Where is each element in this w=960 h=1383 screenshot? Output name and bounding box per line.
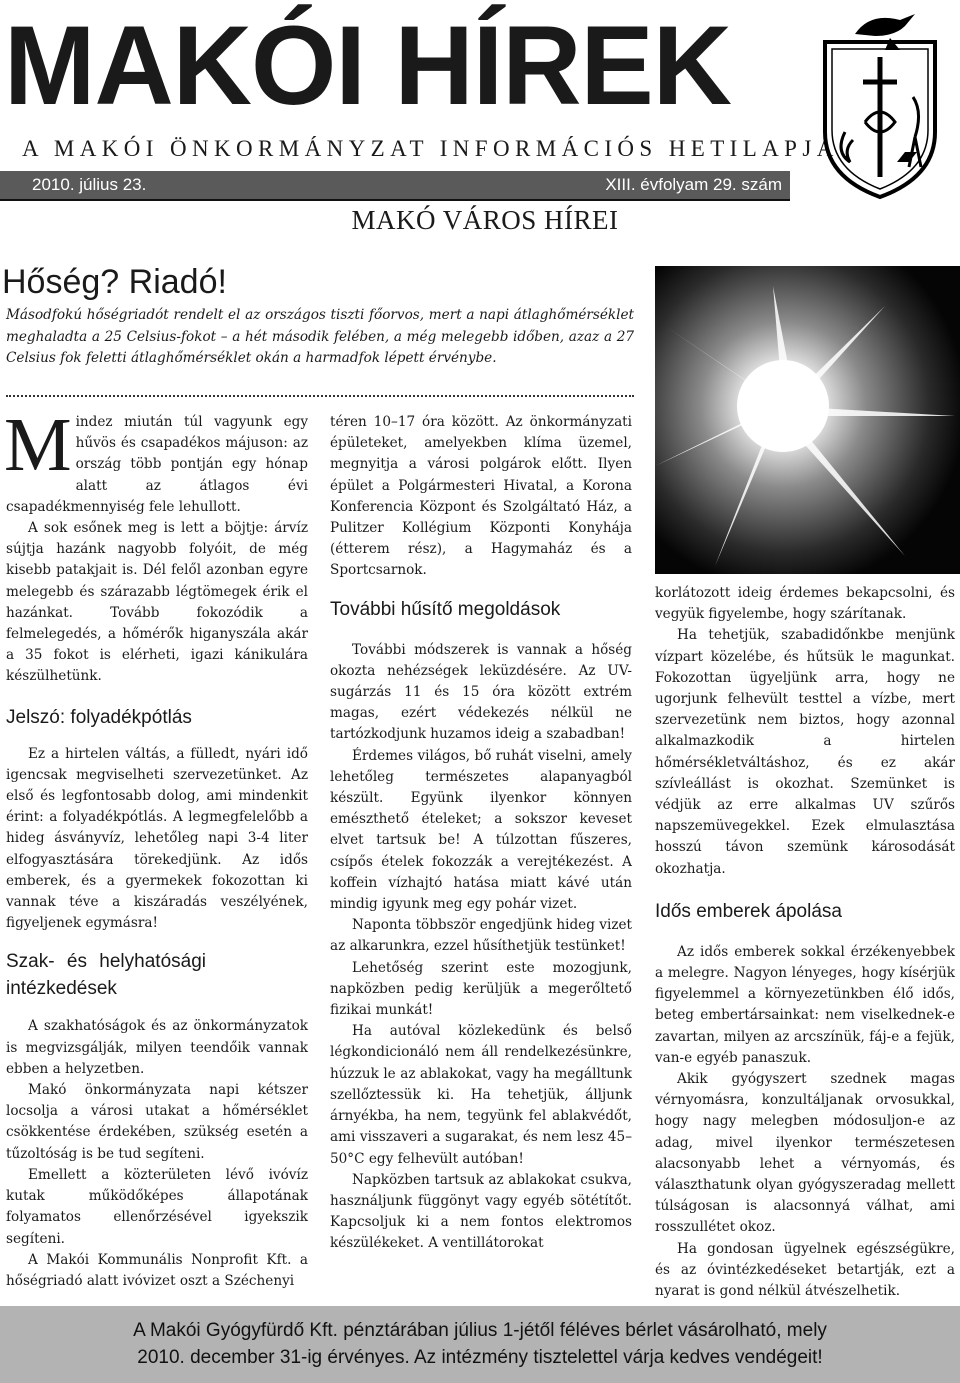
lead-divider bbox=[6, 395, 634, 397]
paragraph: Makó önkormányzata napi kétszer locsolja a városi utakat a hőmérséklet csökkentése érdekében, szükség esetén a tűzoltóság is be tud segíteni. bbox=[6, 1082, 308, 1162]
subheading: Jelszó: folyadékpótlás bbox=[6, 706, 192, 728]
paragraph: A szakhatóságok és az önkormányzatok is megvizsgálják, milyen teendőik vannak ebben a helyzetben. bbox=[6, 1018, 308, 1077]
footer-line-1: A Makói Gyógyfürdő Kft. pénztárában július 1-jétől féléves bérlet vásárolható, mely bbox=[133, 1320, 827, 1341]
city-crest-icon bbox=[805, 2, 955, 202]
article-lead: Másodfokú hőségriadót rendelt el az országos tiszti főorvos, mert a napi átlaghőmérséklet meghaladta a 25 Celsius-fokot – a hét második felében, a még melegebb időben, azaz a 27 Celsius fok feletti átlaghőmérséklet okán a harmadfok lépett érvénybe. bbox=[6, 307, 634, 366]
drop-cap: M bbox=[4, 403, 72, 487]
article-column-3 bbox=[655, 583, 955, 1302]
paragraph: indez miután túl vagyunk egy hűvös és csapadékos májuson: az ország több pontján egy hónap alatt az átlagos évi csapadékmennyiség fele lehullott. bbox=[6, 414, 308, 515]
paragraph: Naponta többször engedjünk hideg vizet az alkarunkra, ezzel hűsíthetjük testünket! bbox=[330, 917, 632, 955]
section-title: MAKÓ VÁROS HÍREI bbox=[351, 205, 619, 235]
paragraph: Ha gondosan ügyelnek egészségükre, és az óvintézkedéseket betartják, ezt a nyarat is gond nélkül átvészelhetik. bbox=[655, 1240, 955, 1300]
paragraph: Lehetőség szerint este mozogjunk, napközben pedig kerüljük a megerőltető fizikai munkát! bbox=[330, 959, 632, 1019]
paragraph: Az idős emberek sokkal érzékenyebbek a melegre. Nagyon lényeges, hogy kísérjük figyelemmel a környezetünkben élő idős, beteg embertársainkat: nem viselkednek-e zavartan, milyen az arcszínük, fáj-e a fejük, van-e egyéb panaszuk. bbox=[655, 943, 955, 1066]
footer-ad-banner bbox=[0, 1306, 960, 1383]
issue-info-bar bbox=[0, 171, 790, 199]
paragraph: téren 10–17 óra között. Az önkormányzati épületeket, amelyekben klíma üzemel, megnyitja a városi polgárok előtt. Ilyen épület a Polgármesteri Hivatal, a Korona Konferencia Központ és Szolgáltató Ház, a Pulitzer Kollégium Központi Konyhája (étterem rész), a Hagymaház és a Sportcsarnok. bbox=[330, 414, 632, 579]
article-column-2 bbox=[330, 412, 632, 1255]
paragraph: korlátozott ideig érdemes bekapcsolni, és vegyük figyelembe, hogy szárítanak. bbox=[655, 585, 955, 623]
article-headline: Hőség? Riadó! bbox=[2, 263, 227, 301]
issue-date: 2010. július 23. bbox=[32, 175, 147, 194]
subheading: Szak- és helyhatósági intézkedések bbox=[6, 951, 206, 1000]
subheading: Idős emberek ápolása bbox=[655, 900, 842, 922]
paragraph: További módszerek is vannak a hőség okozta nehézségek leküzdésére. Az UV-sugárzás 11 és 15 óra között extrém magas, ezért védekezés nélkül ne tartózkodjunk huzamos ideig a szabadban! bbox=[330, 641, 632, 743]
paragraph: Emellett a közterületen lévő ivóvíz kutak működőképes állapotának folyamatos ellenőrzésével igyekszik segíteni. bbox=[6, 1166, 308, 1247]
paragraph: Ha tehetjük, szabadidőnkbe menjünk vízpart közelébe, és hűtsük le magunkat. Fokozottan ügyeljünk arra, hogy ne ugorjunk felhevült testtel a vízbe, mert szervezetünk nem biztos, hogy azonnal alkalmazkodik a hirtelen hőmérsékletváltáshoz, és ez akár szívleállást is okozhat. Szemünket is védjük az erre alkalmas UV szűrős napszemüvegekkel. Ezek elmulasztása hosszú távon szemünk károsodását okozhatja. bbox=[655, 627, 955, 877]
paragraph: Ez a hirtelen váltás, a fülledt, nyári idő igencsak megviselheti szervezetünket. Az első és legfontosabb dolog, ami mindenkit érint: a folyadékpótlás. A legmegfelelőbb a hideg ásványvíz, lehetőleg napi 3-4 liter elfogyasztására törekedjünk. Az idős emberek, és a gyermekek fokozottan ki vannak téve a kiszáradás veszélyének, figyeljenek egymásra! bbox=[6, 745, 308, 932]
paragraph: A sok esőnek meg is lett a böjtje: árvíz sújtja hazánk nagyobb folyóit, de még kisebb patakjait is. Dél felől azonban egyre melegebb és szárazabb légtömegek érik el hazánkat. Tovább fokozódik a felmelegedés, a hőmérők higanyszála akár a 35 fokot is elérheti, igazi kánikulára készülhetünk. bbox=[6, 520, 308, 685]
paragraph: Ha autóval közlekedünk és belső légkondicionáló nem áll rendelkezésünkre, húzzuk le az ablakokat, vagy ha megálltunk szellőztessük ki. Ha tehetjük, álljunk árnyékba, ha nem, tegyünk fel ablakvédőt, ami visszaveri a sugarakat, és nem lesz 45–50°C egy felhevült autóban! bbox=[330, 1023, 632, 1167]
masthead-subtitle: A MAKÓI ÖNKORMÁNYZAT INFORMÁCIÓS HETILAPJA bbox=[22, 136, 839, 161]
masthead-title: MAKÓI HÍREK bbox=[4, 3, 732, 128]
subheading: További hűsítő megoldások bbox=[330, 598, 561, 620]
paragraph: A Makói Kommunális Nonprofit Kft. a hőségriadó alatt ivóvizet oszt a Széchenyi bbox=[6, 1251, 308, 1289]
paragraph: Érdemes világos, bő ruhát viselni, amely lehetőleg természetes alapanyagból készült. Együnk ilyenkor könnyen emészthető ételeket; a sokszor keveset elvet tartsuk be! A túlzottan fűszeres, csípős ételek fokozzák a verejtékezést. A koffein vízhajtó hatása miatt kávé után mindig igyunk meg egy pohár vizet. bbox=[330, 747, 632, 913]
sun-photo bbox=[655, 266, 960, 574]
paragraph: Akik gyógyszert szednek magas vérnyomásra, konzultáljanak orvosukkal, hogy nagy melegben módosuljon-e az adag, mivel ilyenkor természetesen alacsonyabb lehet a vérnyomás, és választhatunk olyan gyógyszeradag mellett túlságosan is alacsonnyá válhat, ami rosszullétet okoz. bbox=[655, 1071, 955, 1236]
paragraph: Napközben tartsuk az ablakokat csukva, használjunk függönyt vagy egyéb sötétítőt. Kapcsoljuk ki a nem fontos elektromos készülékeket. A ventillátorokat bbox=[330, 1171, 632, 1252]
article-column-1 bbox=[4, 403, 308, 1292]
footer-line-2: 2010. december 31-ig érvényes. Az intézmény tisztelettel várja kedves vendégeit! bbox=[137, 1347, 823, 1368]
issue-volume: XIII. évfolyam 29. szám bbox=[605, 175, 782, 194]
